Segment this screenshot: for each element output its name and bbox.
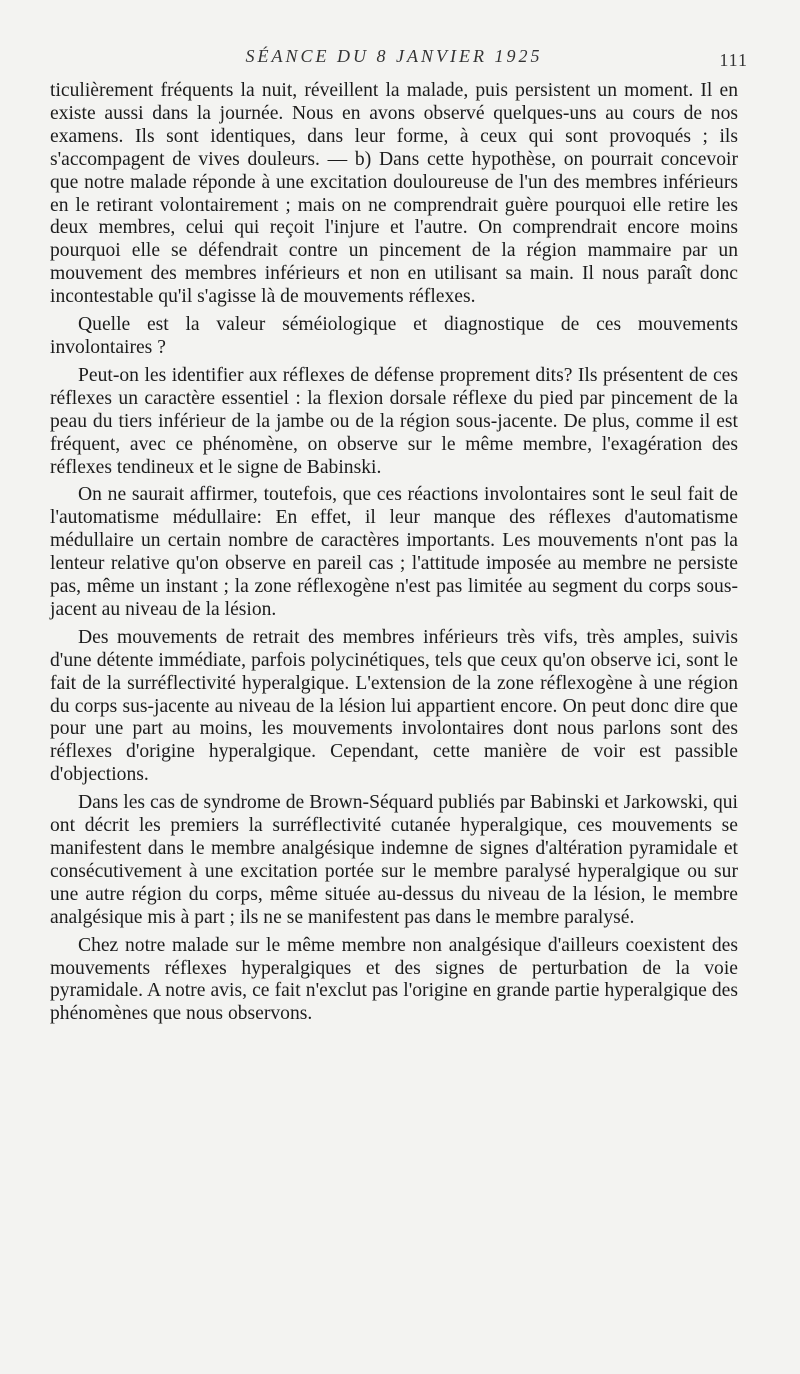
running-title: SÉANCE DU 8 JANVIER 1925 [245, 46, 543, 66]
page-number: 111 [719, 50, 748, 70]
paragraph: Des mouvements de retrait des membres inférieurs très vifs, très amples, suivis d'une détente immédiate, parfois polycinétiques, tels que ceux qu'on observe ici, sont le fait de la surréflectivité hyperalgique. L'extension de la zone réflexogène à une région du corps sus-jacente au niveau de la lésion lui appartient encore. On peut donc dire que pour une part au moins, les mouvements involontaires dont nous parlons sont des réflexes d'origine hyperalgique. Cependant, cette manière de voir est passible d'objections. [50, 626, 738, 786]
paragraph: ticulièrement fréquents la nuit, réveillent la malade, puis persistent un moment. Il en existe aussi dans la journée. Nous en avons observé quelques-uns au cours de nos examens. Ils sont identiques, dans leur forme, à ceux qui sont provoqués ; ils s'accompagent de vives douleurs. — b) Dans cette hypothèse, on pourrait concevoir que notre malade réponde à une excitation douloureuse de l'un des membres inférieurs en le retirant volontairement ; mais on ne comprendrait guère pourquoi elle retire les deux membres, celui qui reçoit l'injure et l'autre. On comprendrait encore moins pourquoi elle se défendrait contre un pincement de la région mammaire par un mouvement des membres inférieurs et non en utilisant sa main. Il nous paraît donc incontestable qu'il s'agisse là de mouvements réflexes. [50, 80, 738, 308]
paragraph: On ne saurait affirmer, toutefois, que ces réactions involontaires sont le seul fait de l'automatisme médullaire: En effet, il leur manque des réflexes d'automatisme médullaire un certain nombre de caractères importants. Les mouvements n'ont pas la lenteur relative qu'on observe en pareil cas ; l'attitude imposée au membre ne persiste pas, même un instant ; la zone réflexogène n'est pas limitée au segment du corps sous-jacent au niveau de la lésion. [50, 484, 738, 620]
body-text [50, 80, 738, 1026]
paragraph: Quelle est la valeur séméiologique et diagnostique de ces mouvements involontaires ? [50, 314, 738, 358]
paragraph: Peut-on les identifier aux réflexes de défense proprement dits? Ils présentent de ces réflexes un caractère essentiel : la flexion dorsale réflexe du pied par pincement de la peau du tiers inférieur de la jambe ou de la région sous-jacente. De plus, comme il est fréquent, avec ce phénomène, on observe sur le même membre, l'exagération des réflexes tendineux et le signe de Babinski. [50, 364, 738, 478]
paragraph: Dans les cas de syndrome de Brown-Séquard publiés par Babinski et Jarkowski, qui ont décrit les premiers la surréflectivité cutanée hyperalgique, ces mouvements se manifestent dans le membre analgésique indemne de signes d'altération pyramidale et consécutivement à une excitation portée sur le membre paralysé hyperalgique ou sur une autre région du corps, même située au-dessus du niveau de la lésion, le membre analgésique mis à part ; ils ne se manifestent pas dans le membre paralysé. [50, 792, 738, 928]
paragraph: Chez notre malade sur le même membre non analgésique d'ailleurs coexistent des mouvements réflexes hyperalgiques et des signes de perturbation de la voie pyramidale. A notre avis, ce fait n'exclut pas l'origine en grande partie hyperalgique des phénomènes que nous observons. [50, 934, 738, 1025]
page-header [50, 40, 748, 80]
